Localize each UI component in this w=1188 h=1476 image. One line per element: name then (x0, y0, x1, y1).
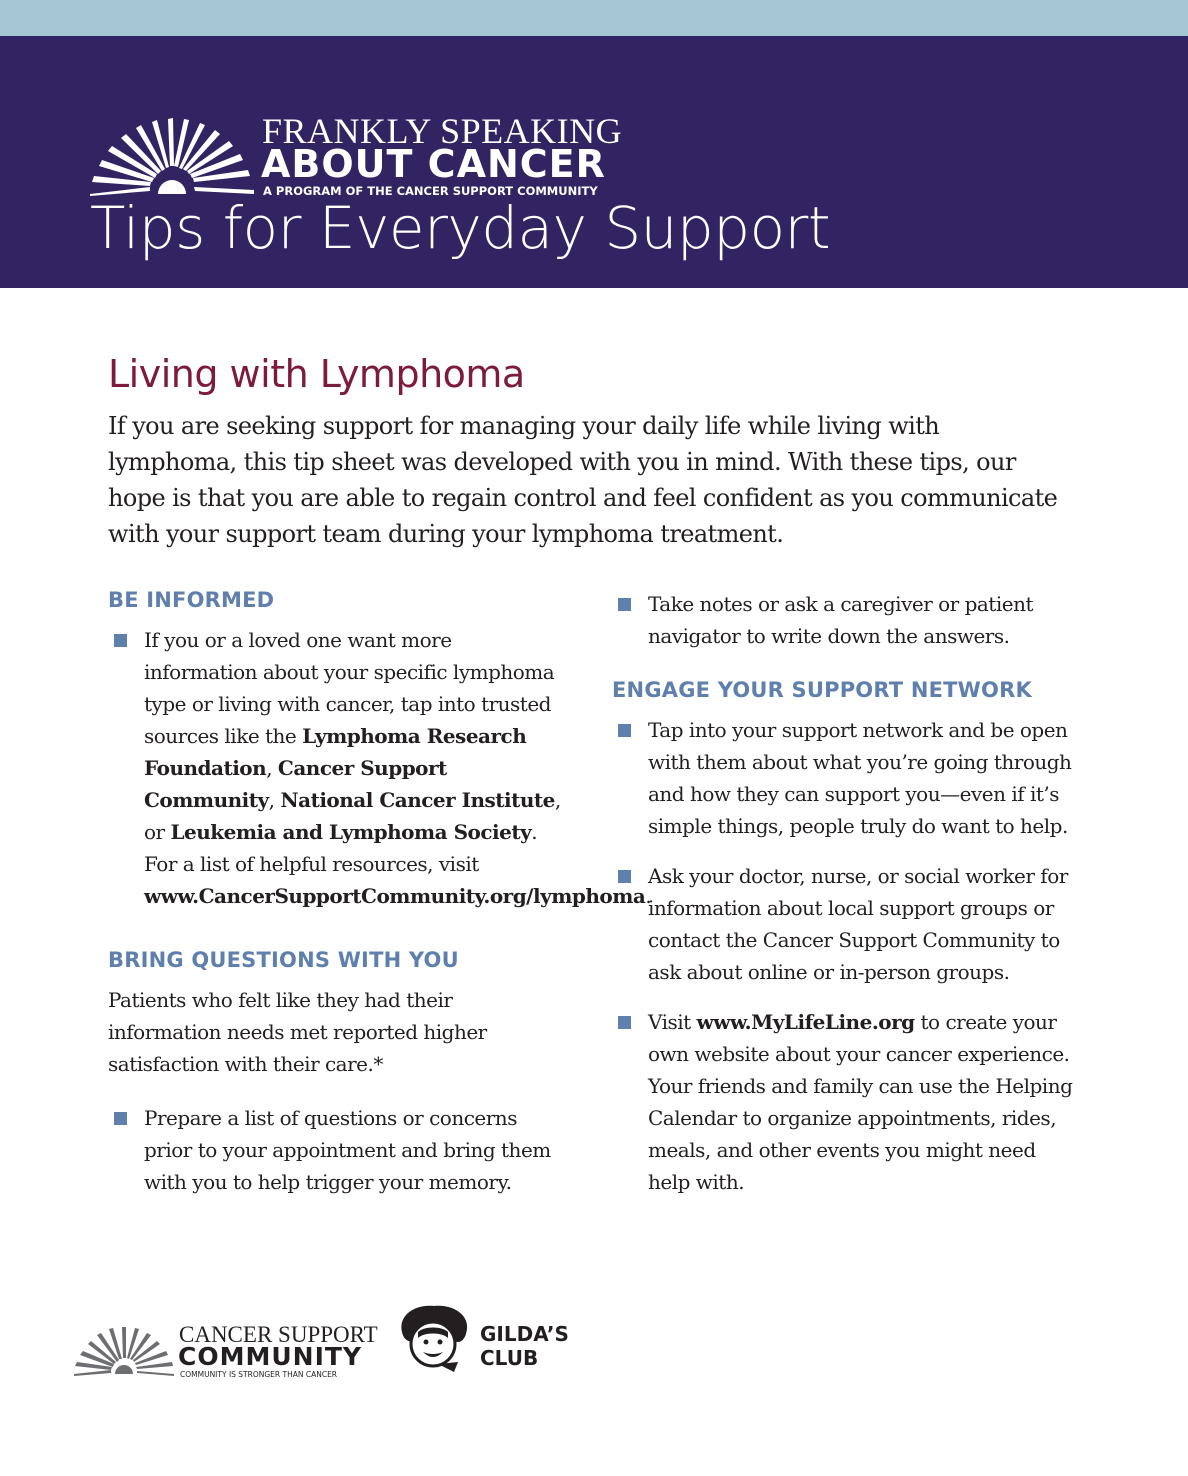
questions-heading: BRING QUESTIONS WITH YOU (108, 948, 459, 972)
bullet-text: to create your own website about your cancer experience. Your friends and family can use the Helping Calendar to organize appointments, rides, meals, and other events you might need help with. (648, 1010, 1073, 1194)
questions-paragraph: Patients who felt like they had their information needs met reported higher satisfaction with their care.* (108, 988, 487, 1076)
csc-link[interactable]: Cancer Support Community (144, 756, 447, 812)
bullet-text: Visit (648, 1010, 697, 1034)
csc-sunburst-icon (74, 1326, 174, 1378)
nci-link[interactable]: National Cancer Institute (280, 788, 555, 812)
gilda-face-icon (396, 1302, 472, 1374)
bullet-square-icon (114, 634, 127, 647)
bullet-square-icon (114, 1112, 127, 1125)
csc-tagline: COMMUNITY IS STRONGER THAN CANCER (180, 1370, 338, 1379)
bullet-text: . For a list of helpful resources, visit (144, 820, 538, 876)
mylifeline-link[interactable]: www.MyLifeLine.org (696, 1010, 915, 1034)
logo-tagline: A PROGRAM OF THE CANCER SUPPORT COMMUNITY (263, 184, 598, 198)
gilda-line2: CLUB (480, 1346, 539, 1370)
gilda-text (480, 1322, 569, 1370)
bullet-square-icon (618, 598, 631, 611)
bullet-square-icon (618, 724, 631, 737)
bullet-text: , (266, 756, 278, 780)
right-column (612, 588, 1082, 1216)
list-item (612, 1006, 1082, 1198)
intro-paragraph: If you are seeking support for managing your daily life while living with lymphoma, this tip sheet was developed with you in mind. With these tips, our hope is that you are able to regain control and feel confident as you communicate with your support team during your lymphoma treatment. (108, 412, 1058, 548)
bullet-text: Prepare a list of questions or concerns prior to your appointment and bring them with you to help trigger your memory. (144, 1106, 551, 1194)
bullet-text: If you or a loved one want more information about your specific lymphoma type or living with cancer, tap into trusted sources like the (144, 628, 555, 748)
bullet-text: . (645, 884, 652, 908)
network-heading: ENGAGE YOUR SUPPORT NETWORK (612, 678, 1032, 702)
bullet-square-icon (618, 870, 631, 883)
be-informed-heading: BE INFORMED (108, 588, 275, 612)
logo-title-line1: FRANKLY SPEAKING (262, 111, 623, 151)
logo-title-line2: ABOUT CANCER (261, 142, 606, 186)
list-item (108, 624, 652, 912)
gildas-club-logo (396, 1302, 586, 1376)
bullet-text: , or (144, 788, 561, 844)
cancer-support-community-logo (74, 1320, 378, 1382)
csc-line1: CANCER SUPPORT (179, 1322, 378, 1347)
gilda-line1: GILDA’S (480, 1322, 569, 1346)
list-item (108, 1102, 568, 1198)
page-title: Tips for Everyday Support (90, 194, 831, 262)
sunburst-logo-icon (88, 116, 258, 206)
section-title: Living with Lymphoma (108, 352, 525, 396)
top-accent-strip (0, 0, 1188, 36)
header-banner (0, 36, 1188, 288)
bullet-text: Ask your doctor, nurse, or social worker for information about local support groups or contact the Cancer Support Community to ask about online or in-person groups. (648, 864, 1068, 984)
bullet-text: Tap into your support network and be open with them about what you’re going through and how they can support you—even if it’s simple things, people truly do want to help. (648, 718, 1072, 838)
list-item (612, 714, 1082, 842)
bullet-text: Take notes or ask a caregiver or patient navigator to write down the answers. (648, 592, 1033, 648)
list-item (612, 588, 1082, 652)
lrf-link[interactable]: Lymphoma Research Foundation (144, 724, 527, 780)
bullet-text: , (268, 788, 281, 812)
bullet-square-icon (618, 1016, 631, 1029)
csc-line2: COMMUNITY (178, 1342, 363, 1371)
left-column (108, 588, 652, 1216)
frankly-speaking-logo (88, 76, 628, 206)
list-item (612, 860, 1082, 988)
csc-url-link[interactable]: www.CancerSupportCommunity.org/lymphoma (144, 884, 646, 908)
lls-link[interactable]: Leukemia and Lymphoma Society (170, 820, 532, 844)
